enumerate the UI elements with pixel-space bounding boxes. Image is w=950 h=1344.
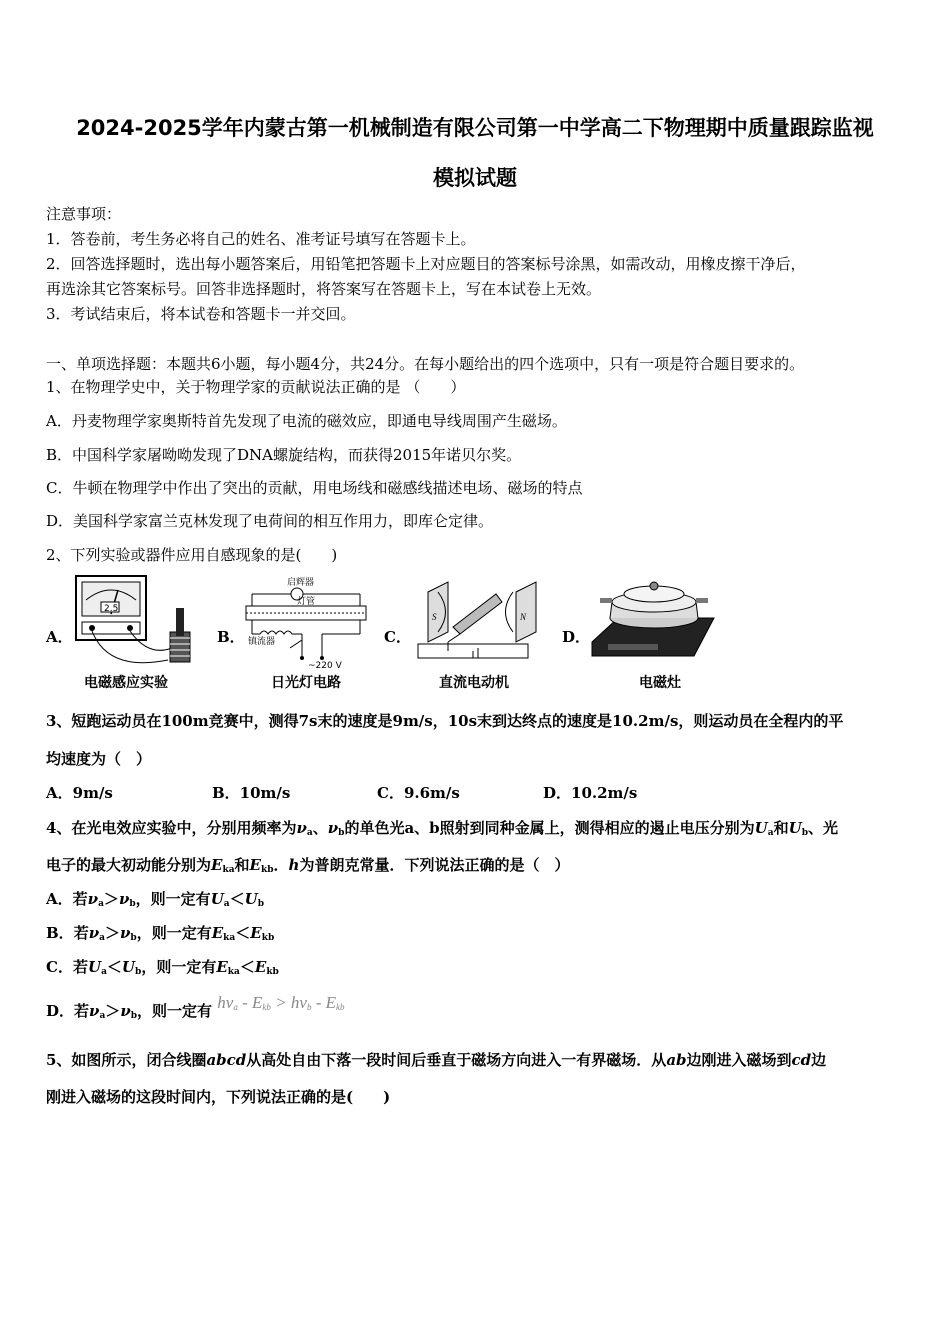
q2-stem: 2、下列实验或器件应用自感现象的是( ) — [46, 546, 338, 564]
caption-induction-cooker: 电磁灶 — [639, 675, 681, 691]
caption-fluorescent: 日光灯电路 — [271, 675, 341, 691]
q2-label-b: B． — [217, 628, 245, 646]
q5-stem-line1: 5、如图所示，闭合线圈abcd从高处自由下落一段时间后垂直于磁场方向进入一有界磁场．从ab边刚进入磁场到cd边 — [46, 1051, 827, 1069]
meter-reading: 2.5 — [104, 604, 119, 614]
voltage-label: ~220 V — [308, 661, 342, 671]
q3-option-c: C．9.6m/s — [377, 784, 460, 802]
section-heading: 一、单项选择题：本题共6小题，每小题4分，共24分。在每小题给出的四个选项中，只有一项是符合题目要求的。 — [46, 355, 805, 373]
q4-stem-line2: 电子的最大初动能分别为$E_{ka}$和$E_{kb}$．h为普朗克常量．下列说法正确的是（ ） — [46, 856, 570, 875]
q2-label-c: C． — [384, 628, 411, 646]
caption-dc-motor: 直流电动机 — [439, 675, 509, 691]
note-item-3: 3．考试结束后，将本试卷和答题卡一并交回。 — [46, 305, 356, 323]
exam-title-line2: 模拟试题 — [433, 166, 517, 190]
q1-stem: 1、在物理学史中，关于物理学家的贡献说法正确的是 （ ） — [46, 378, 466, 396]
q5-stem-line2: 刚进入磁场的这段时间内，下列说法正确的是( ) — [46, 1088, 391, 1106]
q4-stem-line1: 4、在光电效应实验中，分别用频率为$\nu_a$、$\nu_b$的单色光a、b照射到同种金属上，测得相应的遏止电压分别为$U_a$和$U_b$、光 — [46, 819, 839, 838]
note-item-2: 2．回答选择题时，选出每小题答案后，用铅笔把答题卡上对应题目的答案标号涂黑，如需改动，用橡皮擦干净后， — [46, 255, 806, 273]
starter-label: 启辉器 — [287, 578, 315, 588]
q1-option-a: A．丹麦物理学家奥斯特首先发现了电流的磁效应，即通电导线周围产生磁场。 — [46, 412, 567, 430]
exam-title-line1: 2024-2025学年内蒙古第一机械制造有限公司第一中学高二下物理期中质量跟踪监视 — [76, 116, 874, 140]
q3-stem-line1: 3、短跑运动员在100m竞赛中，测得7s末的速度是9m/s，10s末到达终点的速度是10.2m/s，则运动员在全程内的平 — [46, 712, 844, 730]
q4-option-a: A．若$\nu_a>\nu_b$，则一定有$U_a<U_b$ — [46, 890, 265, 909]
caption-induction: 电磁感应实验 — [84, 675, 168, 691]
note-item-2-cont: 再选涂其它答案标号。回答非选择题时，将答案写在答题卡上，写在本试卷上无效。 — [46, 280, 602, 298]
q4-option-c: C．若$U_a<U_b$，则一定有$E_{ka}<E_{kb}$ — [46, 958, 279, 977]
q3-stem-line2: 均速度为（ ） — [46, 750, 152, 768]
ballast-label: 镇流器 — [248, 637, 276, 647]
figure-fluorescent-circuit — [242, 572, 372, 672]
svg-text:S: S — [432, 612, 437, 622]
q3-option-a: A．9m/s — [46, 784, 113, 802]
figure-induction-experiment — [68, 572, 198, 672]
q1-option-d: D．美国科学家富兰克林发现了电荷间的相互作用力，即库仑定律。 — [46, 512, 494, 530]
figure-induction-cooker — [588, 572, 718, 672]
figure-dc-motor — [408, 572, 548, 672]
tube-label: 灯管 — [297, 597, 316, 607]
q2-label-d: D． — [562, 628, 591, 646]
svg-text:N: N — [520, 612, 527, 622]
notes-heading: 注意事项： — [46, 205, 122, 223]
q2-label-a: A． — [46, 628, 73, 646]
q1-option-b: B．中国科学家屠呦呦发现了DNA螺旋结构，而获得2015年诺贝尔奖。 — [46, 446, 522, 464]
q4-option-d: D．若$\nu_a>\nu_b$，则一定有 $h\nu_a - E_{kb} > h\nu_b - E_{kb}$ — [46, 993, 345, 1021]
note-item-1: 1．答卷前，考生务必将自己的姓名、准考证号填写在答题卡上。 — [46, 230, 476, 248]
q1-option-c: C．牛顿在物理学中作出了突出的贡献，用电场线和磁感线描述电场、磁场的特点 — [46, 479, 583, 497]
q3-option-d: D．10.2m/s — [543, 784, 638, 802]
q4-option-b: B．若$\nu_a>\nu_b$，则一定有$E_{ka}<E_{kb}$ — [46, 924, 275, 943]
q4-d-formula: $h\nu_a - E_{kb} > h\nu_b - E_{kb}$ — [217, 993, 345, 1012]
q3-option-b: B．10m/s — [212, 784, 291, 802]
